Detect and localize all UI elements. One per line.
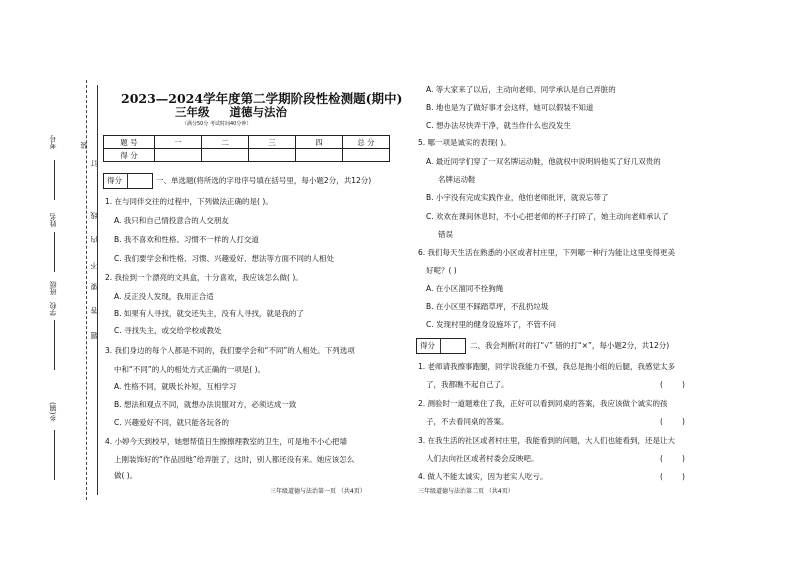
question-5-stem: 5. 哪一项是诚实的表现( )。 (418, 138, 511, 147)
question-4-stem-cont: 上刚装饰好的“作品园地”给弄脏了，这时，别人都还没有来。她应该怎么 (114, 455, 355, 464)
cut-char: 要 (90, 283, 98, 290)
binding-border-line (97, 85, 98, 495)
question-3-stem: 3. 我们身边的每个人都是不同的，我们要学会和“不同”的人相处。下列选项 (105, 346, 355, 355)
score-cell[interactable] (343, 149, 390, 162)
question-2-stem: 2. 我捡到一个漂亮的文具盒，十分喜欢，我应该怎么做( )。 (105, 273, 303, 282)
question-1-stem: 1. 在与同伴交往的过程中，下列做法正确的是( )。 (105, 197, 273, 206)
question-6-stem-cont: 好呢？( ) (426, 266, 457, 275)
score-row-label: 得 分 (104, 149, 155, 162)
label-name: 姓名 (49, 213, 57, 227)
score-header: 三 (249, 136, 296, 149)
question-2-option-c: C. 寻找失主，或交给学校或教处 (114, 326, 222, 335)
judge-1: 1. 老师请我擦事跑腿，同学说我能力不强，我总是拖小组的后腿，我感觉太多 (418, 362, 676, 371)
exam-number-field[interactable] (54, 160, 55, 200)
question-5-option-c-cont: 错误 (438, 230, 453, 239)
question-6-option-b: B. 在小区里不踩踏草坪，不乱扔垃圾 (426, 302, 549, 311)
judge-3-answer[interactable]: ( ) (660, 454, 685, 463)
judge-4: 4. 做人不能太诚实，因为老实人吃亏。 (418, 472, 548, 481)
question-4-stem-end: 做( )。 (114, 471, 138, 480)
question-2-option-a: A. 反正没人发现，我用正合适 (114, 292, 214, 301)
cut-char: 装 (80, 142, 88, 149)
cut-char: 内 (90, 236, 98, 243)
question-1-option-b: B. 我不喜欢和性格、习惯不一样的人打交道 (114, 235, 259, 244)
question-1-option-a: A. 我只和自己情投意合的人交朋友 (114, 216, 229, 225)
question-4-option-c: C. 想办法尽快弄干净，就当作什么也没发生 (426, 121, 572, 130)
question-4-option-b: B. 地也是为了做好事才会这样，她可以假装不知道 (426, 103, 594, 112)
score-header: 总 分 (343, 136, 390, 149)
label-class: 班级 (49, 281, 57, 295)
score-header: 二 (202, 136, 249, 149)
label-school: 学校 (49, 302, 57, 316)
judge-2: 2. 测验时一道题难住了我，正好可以看到同桌的答案，我应该做个诚实的孩 (418, 399, 668, 408)
exam-note: （满分50分 考试时间40分钟） (182, 121, 252, 127)
question-5-option-a-cont: 名牌运动鞋 (438, 175, 476, 184)
score-cell[interactable] (296, 149, 343, 162)
question-5-option-b: B. 小宇没有完成实践作业，他怕老师批评，就说忘带了 (426, 193, 609, 202)
exam-subtitle: 三年级 道德与法治 (175, 105, 288, 119)
question-3-option-c: C. 兴趣爱好不同，就只能各玩各的 (114, 418, 230, 427)
score-cell[interactable] (155, 149, 202, 162)
page-footer-left: 三年级道德与法治第一页 （共4页） (270, 488, 366, 495)
judge-1-answer[interactable]: ( ) (660, 380, 685, 389)
page-footer-right: 三年级道德与法治第二页 （共4页） (418, 488, 514, 495)
question-1-option-c: C. 我们要学会和性格、习惯、兴趣爱好、想法等方面不同的人相处 (114, 254, 335, 263)
score-header: 题 号 (104, 136, 155, 149)
question-6-option-c: C. 发现村里的健身设施坏了，不管不问 (426, 320, 557, 329)
score-header: 四 (296, 136, 343, 149)
score-table (103, 135, 390, 162)
township-field[interactable] (54, 430, 55, 480)
section2-score-label: 得分 (420, 341, 435, 350)
judge-2-answer[interactable]: ( ) (660, 417, 685, 426)
judge-2-cont: 子，不去看同桌的答案。 (426, 417, 509, 426)
exam-title: 2023—2024学年度第二学期阶段性检测题(期中) (121, 91, 403, 106)
question-6-stem: 6. 我们每天生活在熟悉的小区或者村庄里，下列哪一种行为能让这里变得更美 (418, 248, 676, 257)
question-5-option-c: C. 欢欢在课间休息时，不小心把老师的杯子打碎了，她主动向老师承认了 (426, 212, 669, 221)
name-field[interactable] (54, 232, 55, 272)
school-field[interactable] (54, 320, 55, 370)
judge-4-answer[interactable]: ( ) (660, 472, 685, 481)
judge-3: 3. 在我生活的社区或者村庄里，我能看到的问题，大人们也能看到，还是让大 (418, 436, 676, 445)
question-4-stem: 4. 小婷今天到校早，她想帮值日生擦擦理教室的卫生，可是地不小心把墙 (105, 437, 348, 446)
cut-char: 答 (90, 307, 98, 314)
question-5-option-a: A. 最近同学们穿了一双名牌运动鞋，他就权中说明妈他买了好几双贵的 (426, 157, 661, 166)
judge-1-cont: 了，我都瞧不起自己了。 (426, 380, 509, 389)
score-cell[interactable] (249, 149, 296, 162)
cut-char: 订 (90, 160, 98, 167)
cut-char: 线 (90, 212, 98, 219)
section2-heading: 二、我会判断(对的打“√” 错的打“×”，每小题2分，共12分) (470, 341, 670, 350)
question-4-option-a: A. 等大家来了以后，主动向老师、同学承认是自己弄脏的 (426, 85, 616, 94)
question-3-option-a: A. 性格不同，就吸长补短，互相学习 (114, 382, 237, 391)
score-cell[interactable] (202, 149, 249, 162)
question-2-option-b: B. 如果有人寻找，就交还失主，没有人寻找，就是我的了 (114, 309, 304, 318)
question-3-stem-cont: 中和“不同”的人的相处方式正确的一项是( )。 (114, 365, 266, 374)
question-6-option-a: A. 在小区溜同不拴狗绳 (426, 284, 504, 293)
label-township: 乡(镇) (49, 402, 57, 422)
cut-char: 题 (90, 332, 98, 339)
section1-score-label: 得分 (107, 176, 122, 185)
question-3-option-b: B. 想法和观点不同，就想办法说服对方，必须达成一致 (114, 400, 297, 409)
score-header: 一 (155, 136, 202, 149)
cut-char: 不 (90, 262, 98, 269)
judge-3-cont: 人们去向社区或者村委会反映吧。 (426, 454, 539, 463)
label-exam-number: 考号 (49, 135, 57, 149)
section1-heading: 一、单选题(将所选的字母序号填在括号里，每小题2分，共12分) (156, 176, 372, 185)
